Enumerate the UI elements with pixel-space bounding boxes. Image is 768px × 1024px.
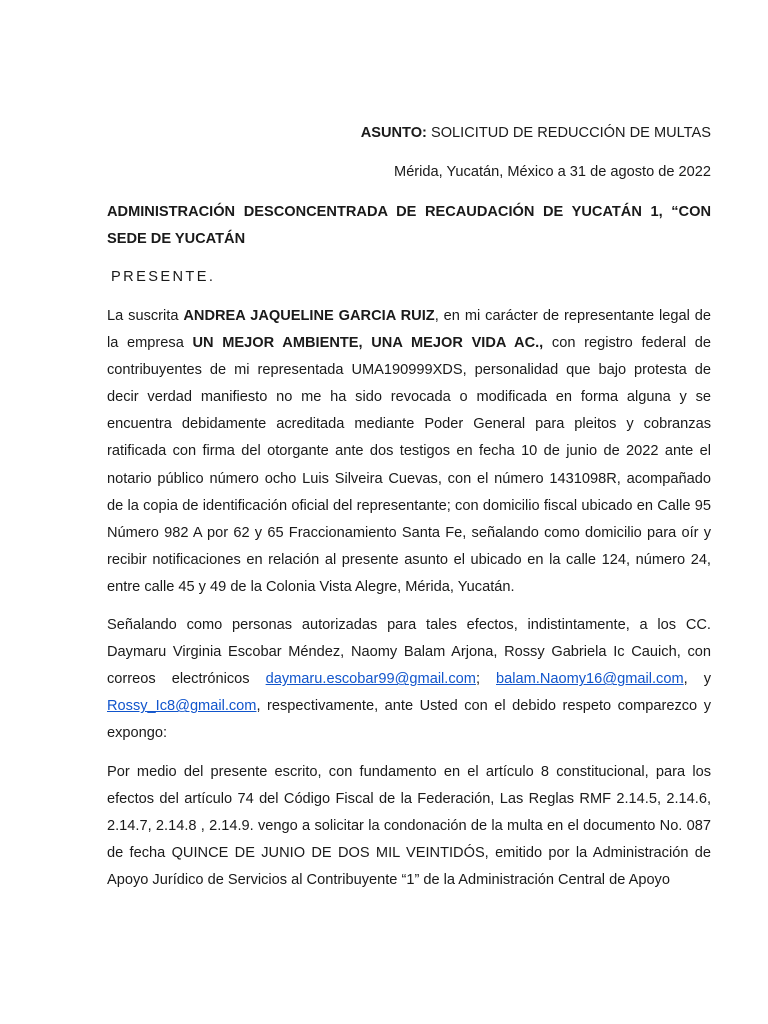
- authorized-text-a: Señalando como personas autorizadas para tales efectos, indistintamente, a los CC. Daymaru Virginia Escobar Méndez, Naomy Balam Arjona, Rossy Gabriela Ic Cauich, con correos electrónicos: [107, 617, 711, 688]
- paragraph-authorized: [107, 612, 711, 747]
- separator-2: , y: [683, 671, 711, 688]
- date-line: Mérida, Yucatán, México a 31 de agosto de 2022: [394, 164, 711, 180]
- letter-body: [107, 120, 711, 894]
- authorized-text-b: , respectivamente, ante Usted con el debido respeto comparezco y expongo:: [107, 698, 711, 742]
- email-link-2[interactable]: balam.Naomy16@gmail.com: [496, 671, 684, 688]
- intro-text-c: con registro federal de contribuyentes de mi representada UMA190999XDS, personalidad que bajo protesta de decir verdad manifiesto no me ha sido revocada o modificada en forma alguna y se encuentra debidamente acreditada mediante Poder General para pleitos y cobranzas ratificada con firma del otorgante ante dos testigos en fecha 10 de junio de 2022 ante el notario público número ocho Luis Silveira Cuevas, con el número 1431098R, acompañado de la copia de identificación oficial del representante; con domicilio fiscal ubicado en Calle 95 Número 982 A por 62 y 65 Fraccionamiento Santa Fe, señalando como domicilio para oír y recibir notificaciones en relación al presente asunto el ubicado en la calle 124, número 24, entre calle 45 y 49 de la Colonia Vista Alegre, Mérida, Yucatán.: [107, 335, 711, 595]
- recipient-heading: ADMINISTRACIÓN DESCONCENTRADA DE RECAUDACIÓN DE YUCATÁN 1, “CON SEDE DE YUCATÁN: [107, 204, 711, 247]
- intro-text-b: , en mi carácter de representante legal de la empresa: [107, 308, 711, 352]
- email-link-1[interactable]: daymaru.escobar99@gmail.com: [265, 671, 476, 688]
- paragraph-intro: [107, 303, 711, 601]
- presente-line: PRESENTE.: [111, 269, 216, 285]
- paragraph-request: Por medio del presente escrito, con fundamento en el artículo 8 constitucional, para los efectos del artículo 74 del Código Fiscal de la Federación, Las Reglas RMF 2.14.5, 2.14.6, 2.14.7, 2.14.8 , 2.14.9. vengo a solicitar la condonación de la multa en el documento No. 087 de fecha QUINCE DE JUNIO DE DOS MIL VEINTIDÓS, emitido por la Administración de Apoyo Jurídico de Servicios al Contribuyente “1” de la Administración Central de Apoyo: [107, 763, 711, 888]
- subject-text: SOLICITUD DE REDUCCIÓN DE MULTAS: [426, 125, 711, 141]
- representative-name: ANDREA JAQUELINE GARCIA RUIZ: [183, 308, 435, 324]
- company-name: UN MEJOR AMBIENTE, UNA MEJOR VIDA AC.,: [192, 335, 544, 352]
- separator-1: ;: [475, 671, 497, 688]
- intro-text-a: La suscrita: [107, 308, 184, 324]
- subject-label: ASUNTO:: [360, 125, 427, 141]
- email-link-3[interactable]: Rossy_Ic8@gmail.com: [107, 698, 257, 715]
- subject-line: [107, 120, 711, 147]
